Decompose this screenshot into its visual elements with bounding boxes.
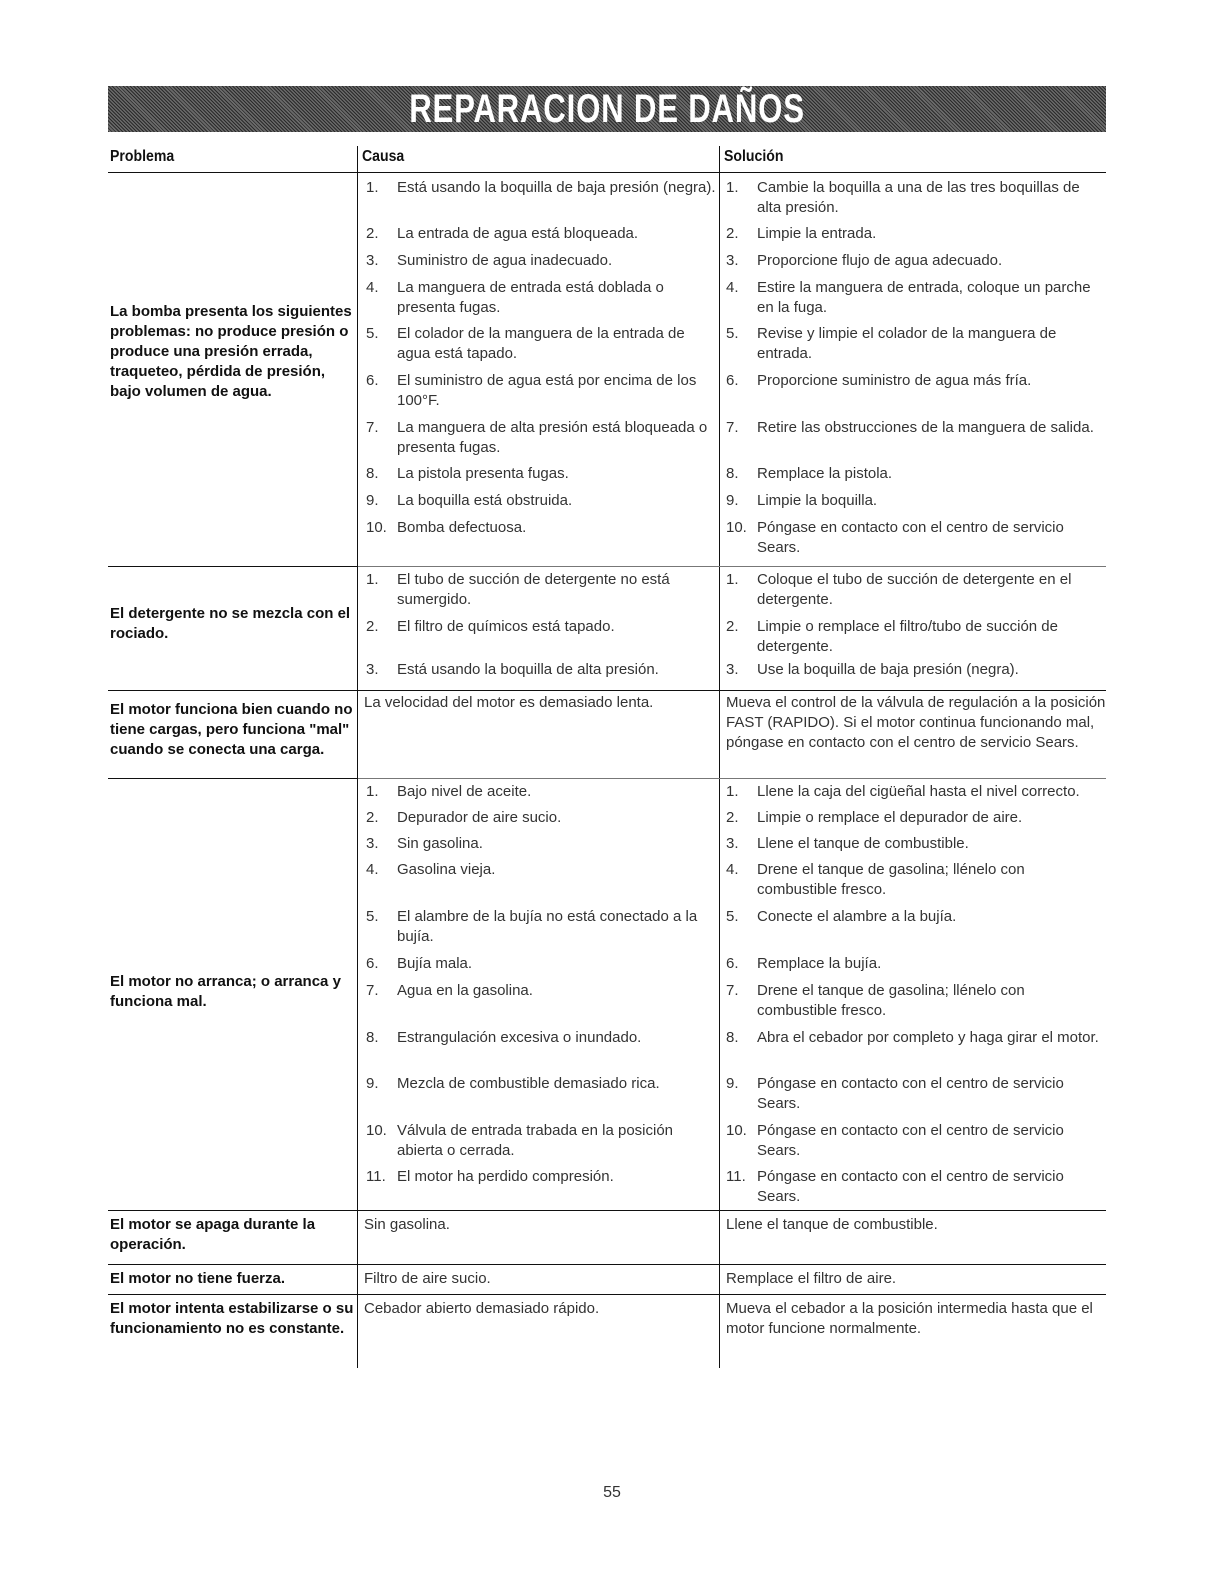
row-divider xyxy=(358,778,1106,779)
cause-item: 2. La entrada de agua está bloqueada. xyxy=(366,225,639,242)
cause-item: 5. El alambre de la bujía no está conectado a la bujía. xyxy=(366,908,698,945)
cause-item: 6. El suministro de agua está por encima de los 100°F. xyxy=(366,372,697,409)
solution-item: 4. Drene el tanque de gasolina; llénelo con combustible fresco. xyxy=(726,861,1025,898)
solution-item: 2. Limpie o remplace el filtro/tubo de succión de detergente. xyxy=(726,618,1058,655)
cause-item: 7. La manguera de alta presión está bloqueada o presenta fugas. xyxy=(366,419,708,456)
solution-item: 4. Estire la manguera de entrada, coloque un parche en la fuga. xyxy=(726,279,1091,316)
cause-text: Cebador abierto demasiado rápido. xyxy=(364,1300,600,1317)
problem-text: El motor intenta estabilizarse o su funcionamiento no es constante. xyxy=(110,1300,354,1337)
cause-item: 2. El filtro de químicos está tapado. xyxy=(366,618,615,635)
cause-item: 1. Bajo nivel de aceite. xyxy=(366,783,532,800)
solution-item: 1. Coloque el tubo de succión de detergente en el detergente. xyxy=(726,571,1072,608)
cause-item: 9. Mezcla de combustible demasiado rica. xyxy=(366,1075,660,1092)
solution-item: 2. Limpie o remplace el depurador de aire. xyxy=(726,809,1023,826)
cause-item: 11. El motor ha perdido compresión. xyxy=(366,1168,614,1185)
cause-item: 4. La manguera de entrada está doblada o presenta fugas. xyxy=(366,279,664,316)
solution-item: 2. Limpie la entrada. xyxy=(726,225,877,242)
solution-item: 8. Abra el cebador por completo y haga girar el motor. xyxy=(726,1029,1099,1046)
cause-item: 8. Estrangulación excesiva o inundado. xyxy=(366,1029,642,1046)
header-rule xyxy=(108,172,1106,173)
problem-text: El motor se apaga durante la operación. xyxy=(110,1216,316,1253)
problem-text: La bomba presenta los siguientes problemas: no produce presión o produce una presión errada, traqueteo, pérdida de presión, bajo volumen de agua. xyxy=(110,303,352,400)
solution-item: 11. Póngase en contacto con el centro de servicio Sears. xyxy=(726,1168,1064,1205)
page-title: REPARACION DE DAÑOS xyxy=(409,87,805,131)
solution-item: 6. Remplace la bujía. xyxy=(726,955,882,972)
solution-text: Mueva el cebador a la posición intermedia hasta que el motor funcione normalmente. xyxy=(726,1300,1093,1337)
column-divider xyxy=(357,146,358,1368)
header-causa: Causa xyxy=(362,148,405,165)
solution-text: Remplace el filtro de aire. xyxy=(726,1270,897,1287)
cause-text: Filtro de aire sucio. xyxy=(364,1270,491,1287)
cause-item: 3. Está usando la boquilla de alta presión. xyxy=(366,661,659,678)
problem-text: El motor funciona bien cuando no tiene cargas, pero funciona "mal" cuando se conecta una carga. xyxy=(110,701,353,758)
solution-item: 9. Póngase en contacto con el centro de servicio Sears. xyxy=(726,1075,1064,1112)
solution-text: Mueva el control de la válvula de regulación a la posición FAST (RAPIDO). Si el motor continua funcionando mal, póngase en contacto con el centro de servicio Sears. xyxy=(726,694,1106,751)
problem-text: El motor no arranca; o arranca y funciona mal. xyxy=(110,973,341,1010)
solution-item: 3. Llene el tanque de combustible. xyxy=(726,835,969,852)
solution-item: 5. Conecte el alambre a la bujía. xyxy=(726,908,957,925)
cause-item: 10. Válvula de entrada trabada en la posición abierta o cerrada. xyxy=(366,1122,674,1159)
cause-item: 6. Bujía mala. xyxy=(366,955,473,972)
header-problema: Problema xyxy=(110,148,175,165)
problem-text: El detergente no se mezcla con el rociado. xyxy=(110,605,351,642)
row-divider xyxy=(108,1210,1106,1211)
column-divider xyxy=(719,146,720,1368)
cause-item: 8. La pistola presenta fugas. xyxy=(366,465,569,482)
row-divider xyxy=(108,1264,1106,1265)
row-divider xyxy=(108,690,1106,691)
solution-item: 1. Llene la caja del cigüeñal hasta el nivel correcto. xyxy=(726,783,1080,800)
cause-item: 5. El colador de la manguera de la entrada de agua está tapado. xyxy=(366,325,685,362)
cause-text: Sin gasolina. xyxy=(364,1216,450,1233)
cause-text: La velocidad del motor es demasiado lenta. xyxy=(364,694,654,711)
row-divider xyxy=(108,566,358,567)
cause-item: 2. Depurador de aire sucio. xyxy=(366,809,562,826)
cause-item: 9. La boquilla está obstruida. xyxy=(366,492,573,509)
problem-text: El motor no tiene fuerza. xyxy=(110,1270,286,1287)
row-divider xyxy=(108,1294,1106,1295)
solution-item: 7. Drene el tanque de gasolina; llénelo con combustible fresco. xyxy=(726,982,1025,1019)
row-divider xyxy=(108,778,358,779)
header-solucion: Solución xyxy=(724,148,784,165)
solution-item: 6. Proporcione suministro de agua más fría. xyxy=(726,372,1032,389)
row-divider xyxy=(358,566,1106,567)
cause-item: 1. Está usando la boquilla de baja presión (negra). xyxy=(366,179,716,196)
solution-item: 10. Póngase en contacto con el centro de servicio Sears. xyxy=(726,519,1064,556)
title-banner xyxy=(108,86,1106,132)
cause-item: 1. El tubo de succión de detergente no está sumergido. xyxy=(366,571,670,608)
solution-item: 9. Limpie la boquilla. xyxy=(726,492,878,509)
cause-item: 7. Agua en la gasolina. xyxy=(366,982,533,999)
solution-item: 5. Revise y limpie el colador de la manguera de entrada. xyxy=(726,325,1057,362)
solution-item: 10. Póngase en contacto con el centro de servicio Sears. xyxy=(726,1122,1064,1159)
page-number: 55 xyxy=(603,1484,621,1501)
cause-item: 3. Sin gasolina. xyxy=(366,835,483,852)
solution-item: 1. Cambie la boquilla a una de las tres boquillas de alta presión. xyxy=(726,179,1080,216)
solution-item: 8. Remplace la pistola. xyxy=(726,465,893,482)
solution-item: 3. Proporcione flujo de agua adecuado. xyxy=(726,252,1003,269)
solution-text: Llene el tanque de combustible. xyxy=(726,1216,938,1233)
cause-item: 3. Suministro de agua inadecuado. xyxy=(366,252,613,269)
solution-item: 7. Retire las obstrucciones de la manguera de salida. xyxy=(726,419,1094,436)
solution-item: 3. Use la boquilla de baja presión (negra). xyxy=(726,661,1019,678)
cause-item: 10. Bomba defectuosa. xyxy=(366,519,527,536)
cause-item: 4. Gasolina vieja. xyxy=(366,861,496,878)
